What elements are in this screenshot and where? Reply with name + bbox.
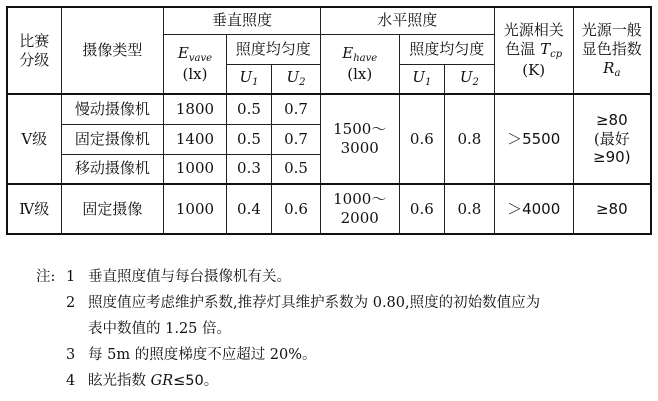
cri-cell-iv: ≥80 xyxy=(573,184,651,234)
header-horizontal-illuminance: 水平照度 xyxy=(320,7,494,34)
horizontal-u1-cell-iv: 0.6 xyxy=(399,184,444,234)
header-color-rendering-index: 光源一般 显色指数 $R_a$ xyxy=(573,7,651,94)
header-vertical-u2: $U_2$ xyxy=(272,64,321,94)
header-competition-level: 比赛分级 xyxy=(7,7,61,94)
camera-type-cell: 固定摄像机 xyxy=(61,124,164,154)
camera-type-cell: 慢动摄像机 xyxy=(61,94,164,124)
camera-type-cell: 固定摄像 xyxy=(61,184,164,234)
evave-cell: 1000 xyxy=(164,154,227,184)
color-temp-cell-iv: ＞4000 xyxy=(494,184,573,234)
evave-cell: 1800 xyxy=(164,94,227,124)
header-ehave: $E_{have}$ (lx) xyxy=(320,34,399,94)
u2-cell: 0.7 xyxy=(272,124,321,154)
level-v: Ⅴ级 xyxy=(7,94,61,184)
evave-cell: 1400 xyxy=(164,124,227,154)
table-notes xyxy=(36,264,652,394)
cri-cell-v: ≥80 (最好 ≥90) xyxy=(573,94,651,184)
note-2: 2 照度值应考虑维护系数,推荐灯具维护系数为 0.80,照度的初始数值应为 xyxy=(66,295,541,311)
table-row xyxy=(7,184,651,234)
ehave-cell-iv: 1000～ 2000 xyxy=(320,184,399,234)
camera-type-cell: 移动摄像机 xyxy=(61,154,164,184)
note-2-continued: 表中数值的 1.25 倍。 xyxy=(88,321,232,337)
u2-cell: 0.7 xyxy=(272,94,321,124)
header-horizontal-uniformity: 照度均匀度 xyxy=(399,34,494,64)
header-color-temperature: 光源相关 色温 $T_{cp}$ (K) xyxy=(494,7,573,94)
table-row xyxy=(7,94,651,124)
u2-cell: 0.6 xyxy=(272,184,321,234)
header-vertical-illuminance: 垂直照度 xyxy=(164,7,321,34)
notes-prefix: 注: xyxy=(36,269,56,285)
u2-cell: 0.5 xyxy=(272,154,321,184)
header-vertical-uniformity: 照度均匀度 xyxy=(226,34,320,64)
color-temp-cell-v: ＞5500 xyxy=(494,94,573,184)
horizontal-u2-cell-v: 0.8 xyxy=(445,94,495,184)
horizontal-u1-cell-v: 0.6 xyxy=(399,94,444,184)
header-horizontal-u1: $U_1$ xyxy=(399,64,444,94)
header-evave: $E_{vave}$ (lx) xyxy=(164,34,227,94)
u1-cell: 0.5 xyxy=(226,124,271,154)
header-camera-type: 摄像类型 xyxy=(61,7,164,94)
header-vertical-u1: $U_1$ xyxy=(226,64,271,94)
evave-cell: 1000 xyxy=(164,184,227,234)
note-3: 3 每 5m 的照度梯度不应超过 20%。 xyxy=(66,347,317,363)
ehave-cell-v: 1500～ 3000 xyxy=(320,94,399,184)
level-iv: Ⅳ级 xyxy=(7,184,61,234)
u1-cell: 0.3 xyxy=(226,154,271,184)
horizontal-u2-cell-iv: 0.8 xyxy=(445,184,495,234)
u1-cell: 0.5 xyxy=(226,94,271,124)
u1-cell: 0.4 xyxy=(226,184,271,234)
note-1: 注: 1 垂直照度值与每台摄像机有关。 xyxy=(36,264,652,290)
header-horizontal-u2: $U_2$ xyxy=(445,64,495,94)
lighting-spec-table xyxy=(6,6,652,235)
note-4: 4 眩光指数 GR≤50。 xyxy=(66,373,219,389)
